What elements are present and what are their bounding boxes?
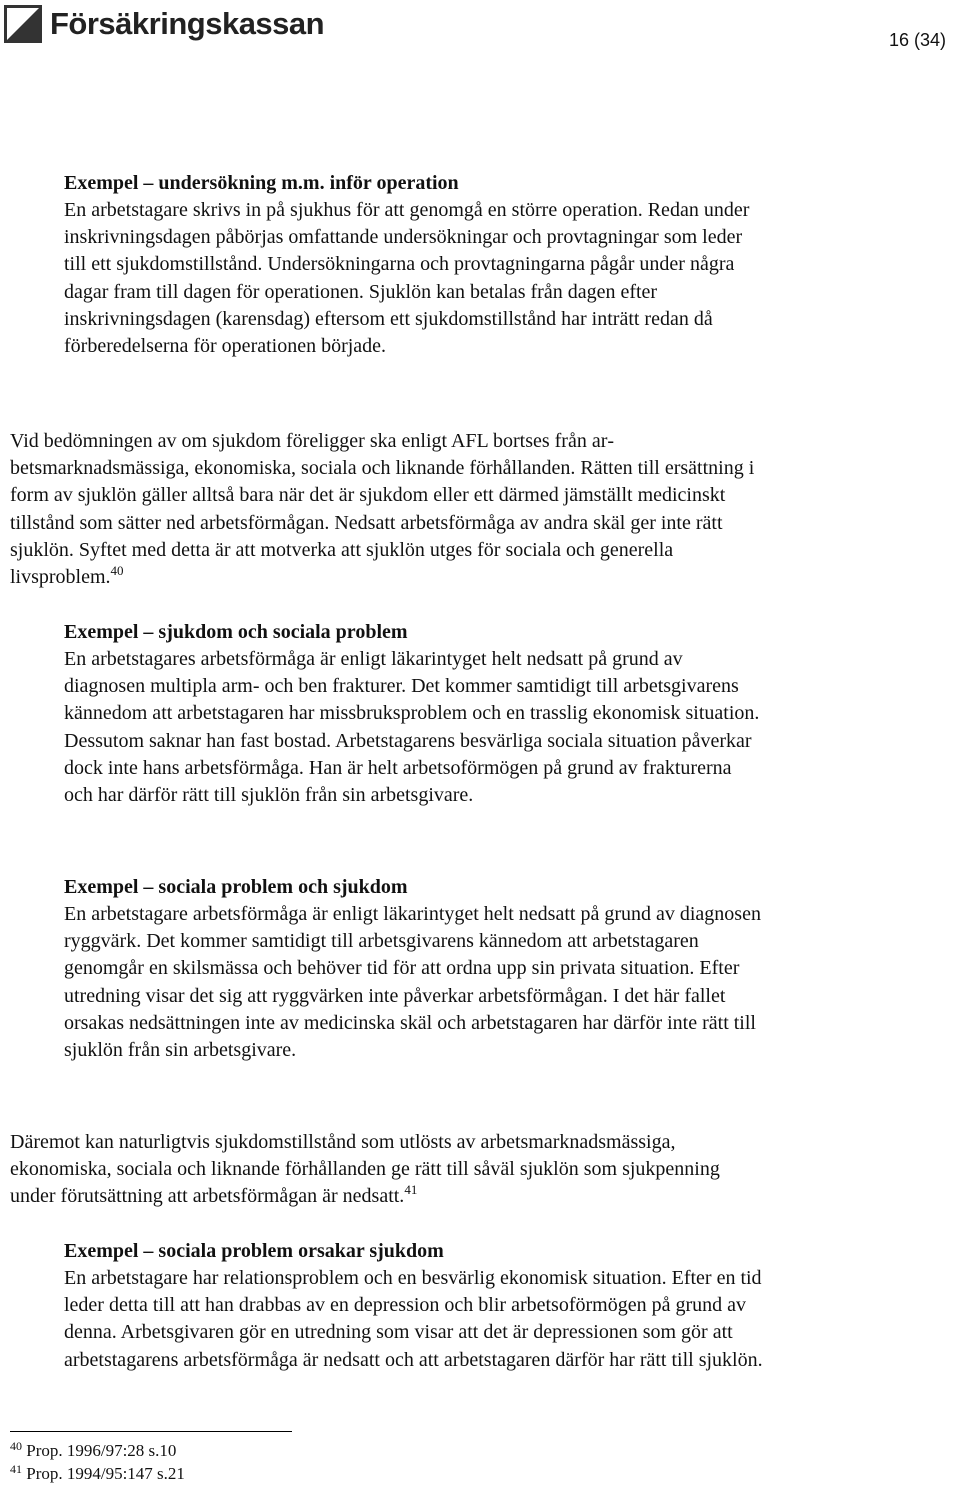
logo-text: Försäkringskassan bbox=[50, 6, 325, 41]
example-4-text: En arbetstagare har relationsproblem och en besvärlig ekonomisk situation. Efter en tid leder detta till att han drabbas av en depression och blir arbetsoförmögen på grund av denna. Arbetsgivaren gör en utredning som visar att det är depressionen som gör att arbetstagarens arbetsförmåga är nedsatt och att arbetstagaren därför har rätt till sjuklön. bbox=[64, 1267, 763, 1371]
example-2-title: Exempel – sjukdom och sociala problem bbox=[64, 621, 408, 643]
example-2-text: En arbetstagares arbetsförmåga är enligt läkarintyget helt nedsatt på grund av diagnosen multipla arm- och ben frakturer. Det kommer samtidigt till arbetsgivarens kännedom att arbetstagaren har missbruksproblem och en trasslig ekonomisk situation. Dessutom saknar han fast bostad. Arbetstagarens besvärliga sociala situation påverkar dock inte hans arbetsförmåga. Han är helt arbetsoförmögen på grund av frakturerna och har därför rätt till sjuklön från sin arbetsgivare. bbox=[64, 648, 760, 807]
example-1-text: En arbetstagare skrivs in på sjukhus för att genomgå en större operation. Redan under inskrivningsdagen påbörjas omfattande undersökningar och provtagningar som leder till ett sjukdomstillstånd. Undersökningarna och provtagningarna pågår under några dagar fram till dagen för operationen. Sjuklön kan betalas från dagen efter inskrivningsdagen (karensdag) eftersom ett sjukdomstillstånd har inträtt redan då förberedelserna för operationen började. bbox=[64, 199, 750, 358]
footnote-ref-41: 41 bbox=[404, 1182, 418, 1198]
footnote-ref-40: 40 bbox=[110, 563, 124, 579]
footnote-text: Prop. 1994/95:147 s.21 bbox=[26, 1464, 185, 1483]
footnote-number: 40 bbox=[10, 1439, 22, 1453]
example-1-title: Exempel – undersökning m.m. inför operation bbox=[64, 172, 459, 194]
footnote-41 bbox=[10, 1464, 185, 1484]
example-3-title: Exempel – sociala problem och sjukdom bbox=[64, 876, 408, 898]
paragraph-2 bbox=[10, 1129, 770, 1211]
footnote-40 bbox=[10, 1441, 176, 1461]
paragraph-1 bbox=[10, 428, 770, 591]
example-3-text: En arbetstagare arbetsförmåga är enligt läkarintyget helt nedsatt på grund av diagnosen ryggvärk. Det kommer samtidigt till arbetsgivarens kännedom att arbetstagaren genomgår en skilsmässa och behöver tid för att ordna upp sin privata situation. Efter utredning visar det sig att ryggvärken inte påverkar arbetsförmågan. I det här fallet orsakas nedsättningen inte av medicinska skäl och arbetstagaren har därför inte rätt till sjuklön från sin arbetsgivare. bbox=[64, 903, 761, 1062]
footnote-number: 41 bbox=[10, 1462, 22, 1476]
footnote-text: Prop. 1996/97:28 s.10 bbox=[26, 1441, 177, 1460]
page-number: 16 (34) bbox=[888, 30, 946, 50]
paragraph-1-text: Vid bedömningen av om sjukdom föreligger ska enligt AFL bortses från arbetsmarknadsmässiga, ekonomiska, sociala och liknande förhållanden. Rätten till ersättning i form av sjuklön gäller alltså bara när det är sjukdom eller ett därmed jämställt medicinskt tillstånd som sätter ned arbetsförmågan. Nedsatt arbetsförmåga av andra skäl ger inte rätt sjuklön. Syftet med detta är att motverka att sjuklön utges för sociala och generella livsproblem. bbox=[10, 430, 755, 589]
footnote-divider bbox=[10, 1431, 292, 1432]
paragraph-2-text: Däremot kan naturligtvis sjukdomstillstånd som utlösts av arbetsmarknadsmässiga, ekonomiska, sociala och liknande förhållanden ge rätt till såväl sjuklön som sjukpenning under förutsättning att arbetsförmågan är nedsatt. bbox=[10, 1131, 720, 1208]
example-4-title: Exempel – sociala problem orsakar sjukdom bbox=[64, 1240, 444, 1262]
logo-mark-icon bbox=[4, 5, 42, 43]
logo bbox=[4, 4, 324, 44]
